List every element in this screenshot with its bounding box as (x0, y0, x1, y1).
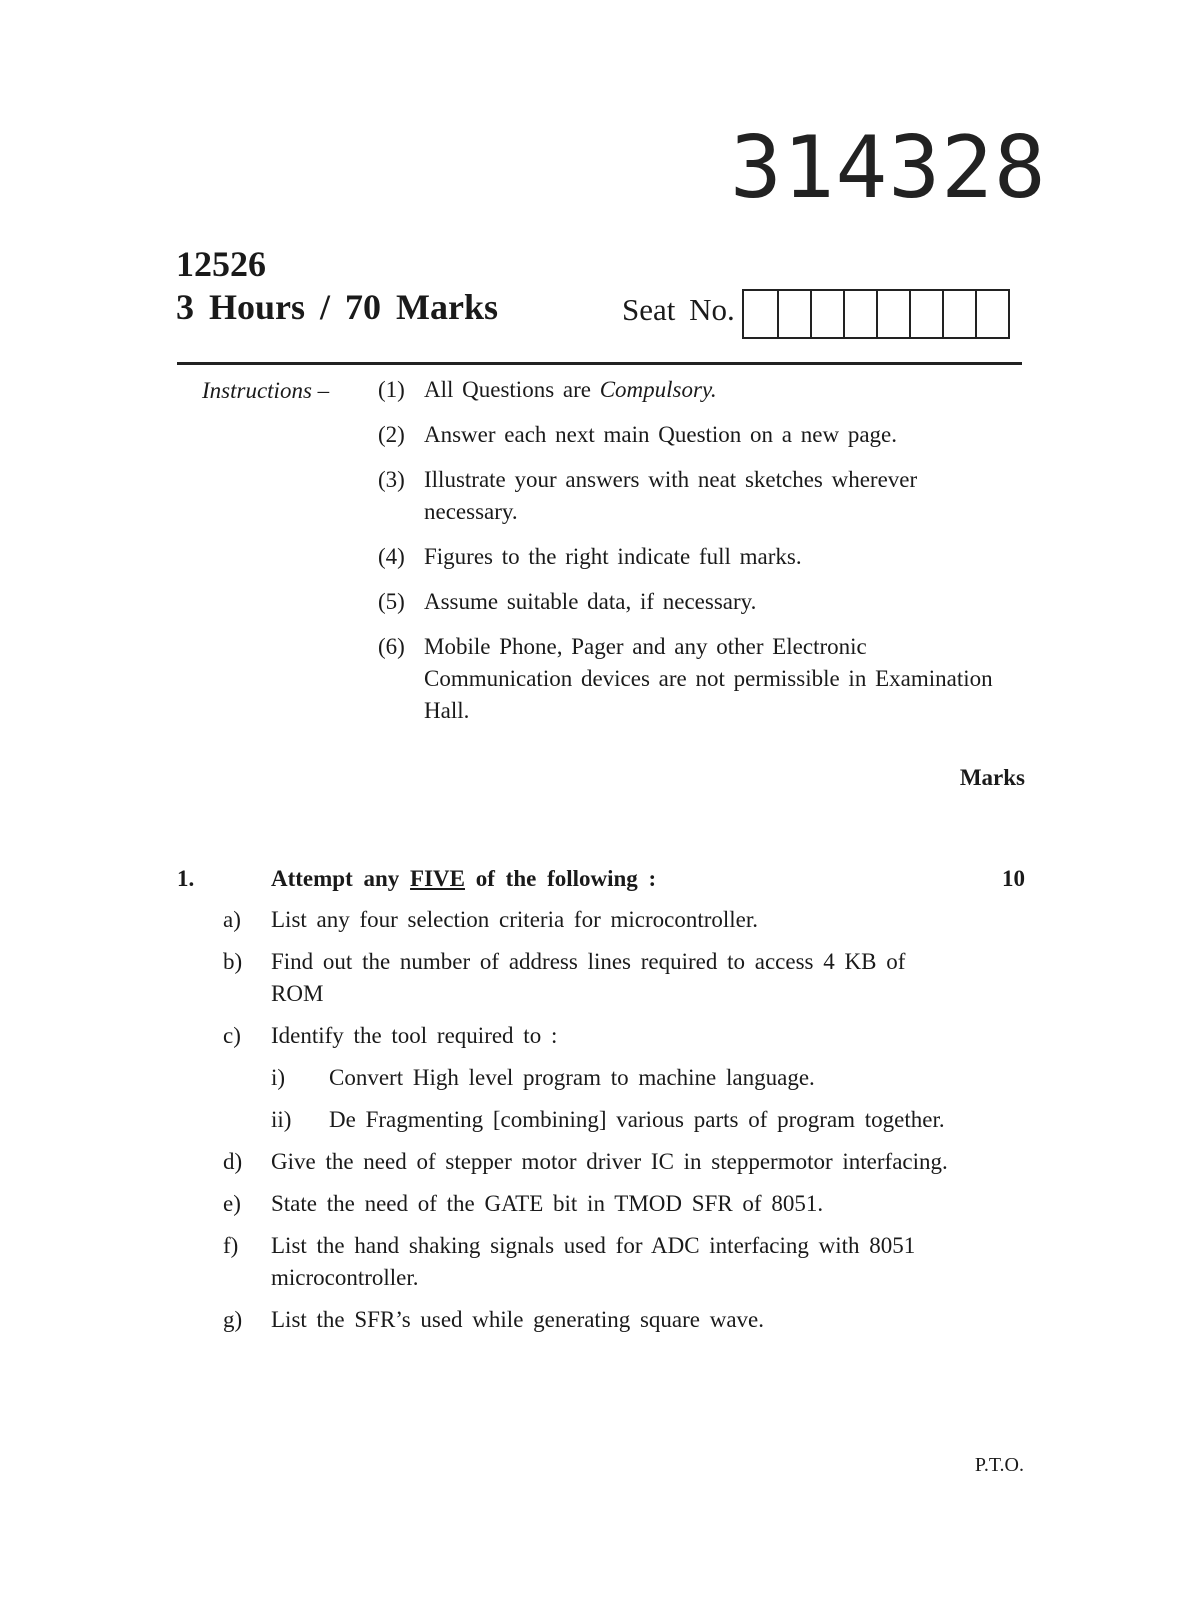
sub-question-label: c) (223, 1023, 241, 1048)
please-turn-over: P.T.O. (974, 1454, 1024, 1476)
sub-question-text: State the need of the GATE bit in TMOD SFR of 8051. (271, 1191, 824, 1216)
instructions-list (378, 374, 998, 740)
seat-number-label: Seat No. (622, 292, 735, 327)
sub-question-text: Give the need of stepper motor driver IC in steppermotor interfacing. (271, 1149, 948, 1174)
question-heading-post: of the following : (475, 866, 657, 891)
instructions-label: Instructions – (202, 378, 330, 403)
sub-question (223, 904, 963, 936)
sub-question (223, 1188, 963, 1220)
marks-column-heading: Marks (959, 765, 1025, 790)
sub-question-text: List the hand shaking signals used for ADC interfacing with 8051 microcontroller. (271, 1233, 916, 1290)
sub-question-text: List any four selection criteria for microcontroller. (271, 907, 759, 932)
instruction-text: All Questions are (424, 377, 591, 402)
question-number: 1. (177, 866, 195, 891)
paper-code: 314328 (730, 118, 1047, 218)
instruction-item (378, 419, 998, 451)
sub-question-label: a) (223, 907, 241, 932)
instruction-text: Answer each next main Question on a new page. (424, 422, 897, 447)
nested-sub-question (271, 1062, 963, 1094)
seat-number-box[interactable] (777, 291, 810, 337)
seat-number-box[interactable] (744, 291, 777, 337)
seat-number-box[interactable] (975, 291, 1008, 337)
sub-question (223, 1146, 963, 1178)
instruction-item (378, 586, 998, 618)
instruction-number: (6) (378, 634, 405, 659)
sub-question-text: Identify the tool required to : (271, 1023, 558, 1048)
sub-question-text: Convert High level program to machine language. (329, 1065, 815, 1090)
instruction-number: (1) (378, 377, 405, 402)
sub-question (223, 1230, 963, 1294)
sub-question-label: f) (223, 1233, 239, 1258)
sub-question-list (223, 904, 963, 1346)
instruction-item (378, 374, 998, 406)
question-heading-pre: Attempt any (271, 866, 400, 891)
sub-question-label: b) (223, 949, 243, 974)
sub-question-label: d) (223, 1149, 243, 1174)
sub-question (223, 1020, 963, 1052)
sub-question-label: e) (223, 1191, 241, 1216)
question-heading (271, 864, 656, 894)
instruction-number: (3) (378, 467, 405, 492)
sub-question-text: List the SFR’s used while generating square wave. (271, 1307, 765, 1332)
instruction-item (378, 631, 998, 727)
seat-number-box[interactable] (942, 291, 975, 337)
seat-number-boxes[interactable] (742, 289, 1010, 339)
seat-number-box[interactable] (876, 291, 909, 337)
instruction-number: (5) (378, 589, 405, 614)
seat-number-box[interactable] (810, 291, 843, 337)
instruction-text: Assume suitable data, if necessary. (424, 589, 757, 614)
seat-number-box[interactable] (843, 291, 876, 337)
question-marks: 10 (1002, 866, 1025, 891)
sub-question-label: ii) (271, 1107, 292, 1132)
sub-question-text: Find out the number of address lines required to access 4 KB of ROM (271, 949, 906, 1006)
instruction-emphasis: Compulsory. (599, 377, 717, 402)
question-heading-emphasis: FIVE (410, 866, 465, 891)
sub-question-text: De Fragmenting [combining] various parts of program together. (329, 1107, 945, 1132)
nested-sub-question (271, 1104, 963, 1136)
instruction-number: (4) (378, 544, 405, 569)
instruction-item (378, 464, 998, 528)
instruction-text: Mobile Phone, Pager and any other Electronic Communication devices are not permissible in Examination Hall. (424, 634, 993, 723)
sub-question-label: g) (223, 1307, 243, 1332)
instruction-text: Illustrate your answers with neat sketches wherever necessary. (424, 467, 918, 524)
sub-question (223, 946, 963, 1010)
duration-marks: 3 Hours / 70 Marks (176, 287, 499, 327)
sub-question-label: i) (271, 1065, 286, 1090)
sub-question (223, 1304, 963, 1336)
instruction-number: (2) (378, 422, 405, 447)
header-divider (177, 362, 1022, 365)
instruction-text: Figures to the right indicate full marks. (424, 544, 802, 569)
instruction-item (378, 541, 998, 573)
subject-code: 12526 (176, 244, 266, 284)
seat-number-box[interactable] (909, 291, 942, 337)
